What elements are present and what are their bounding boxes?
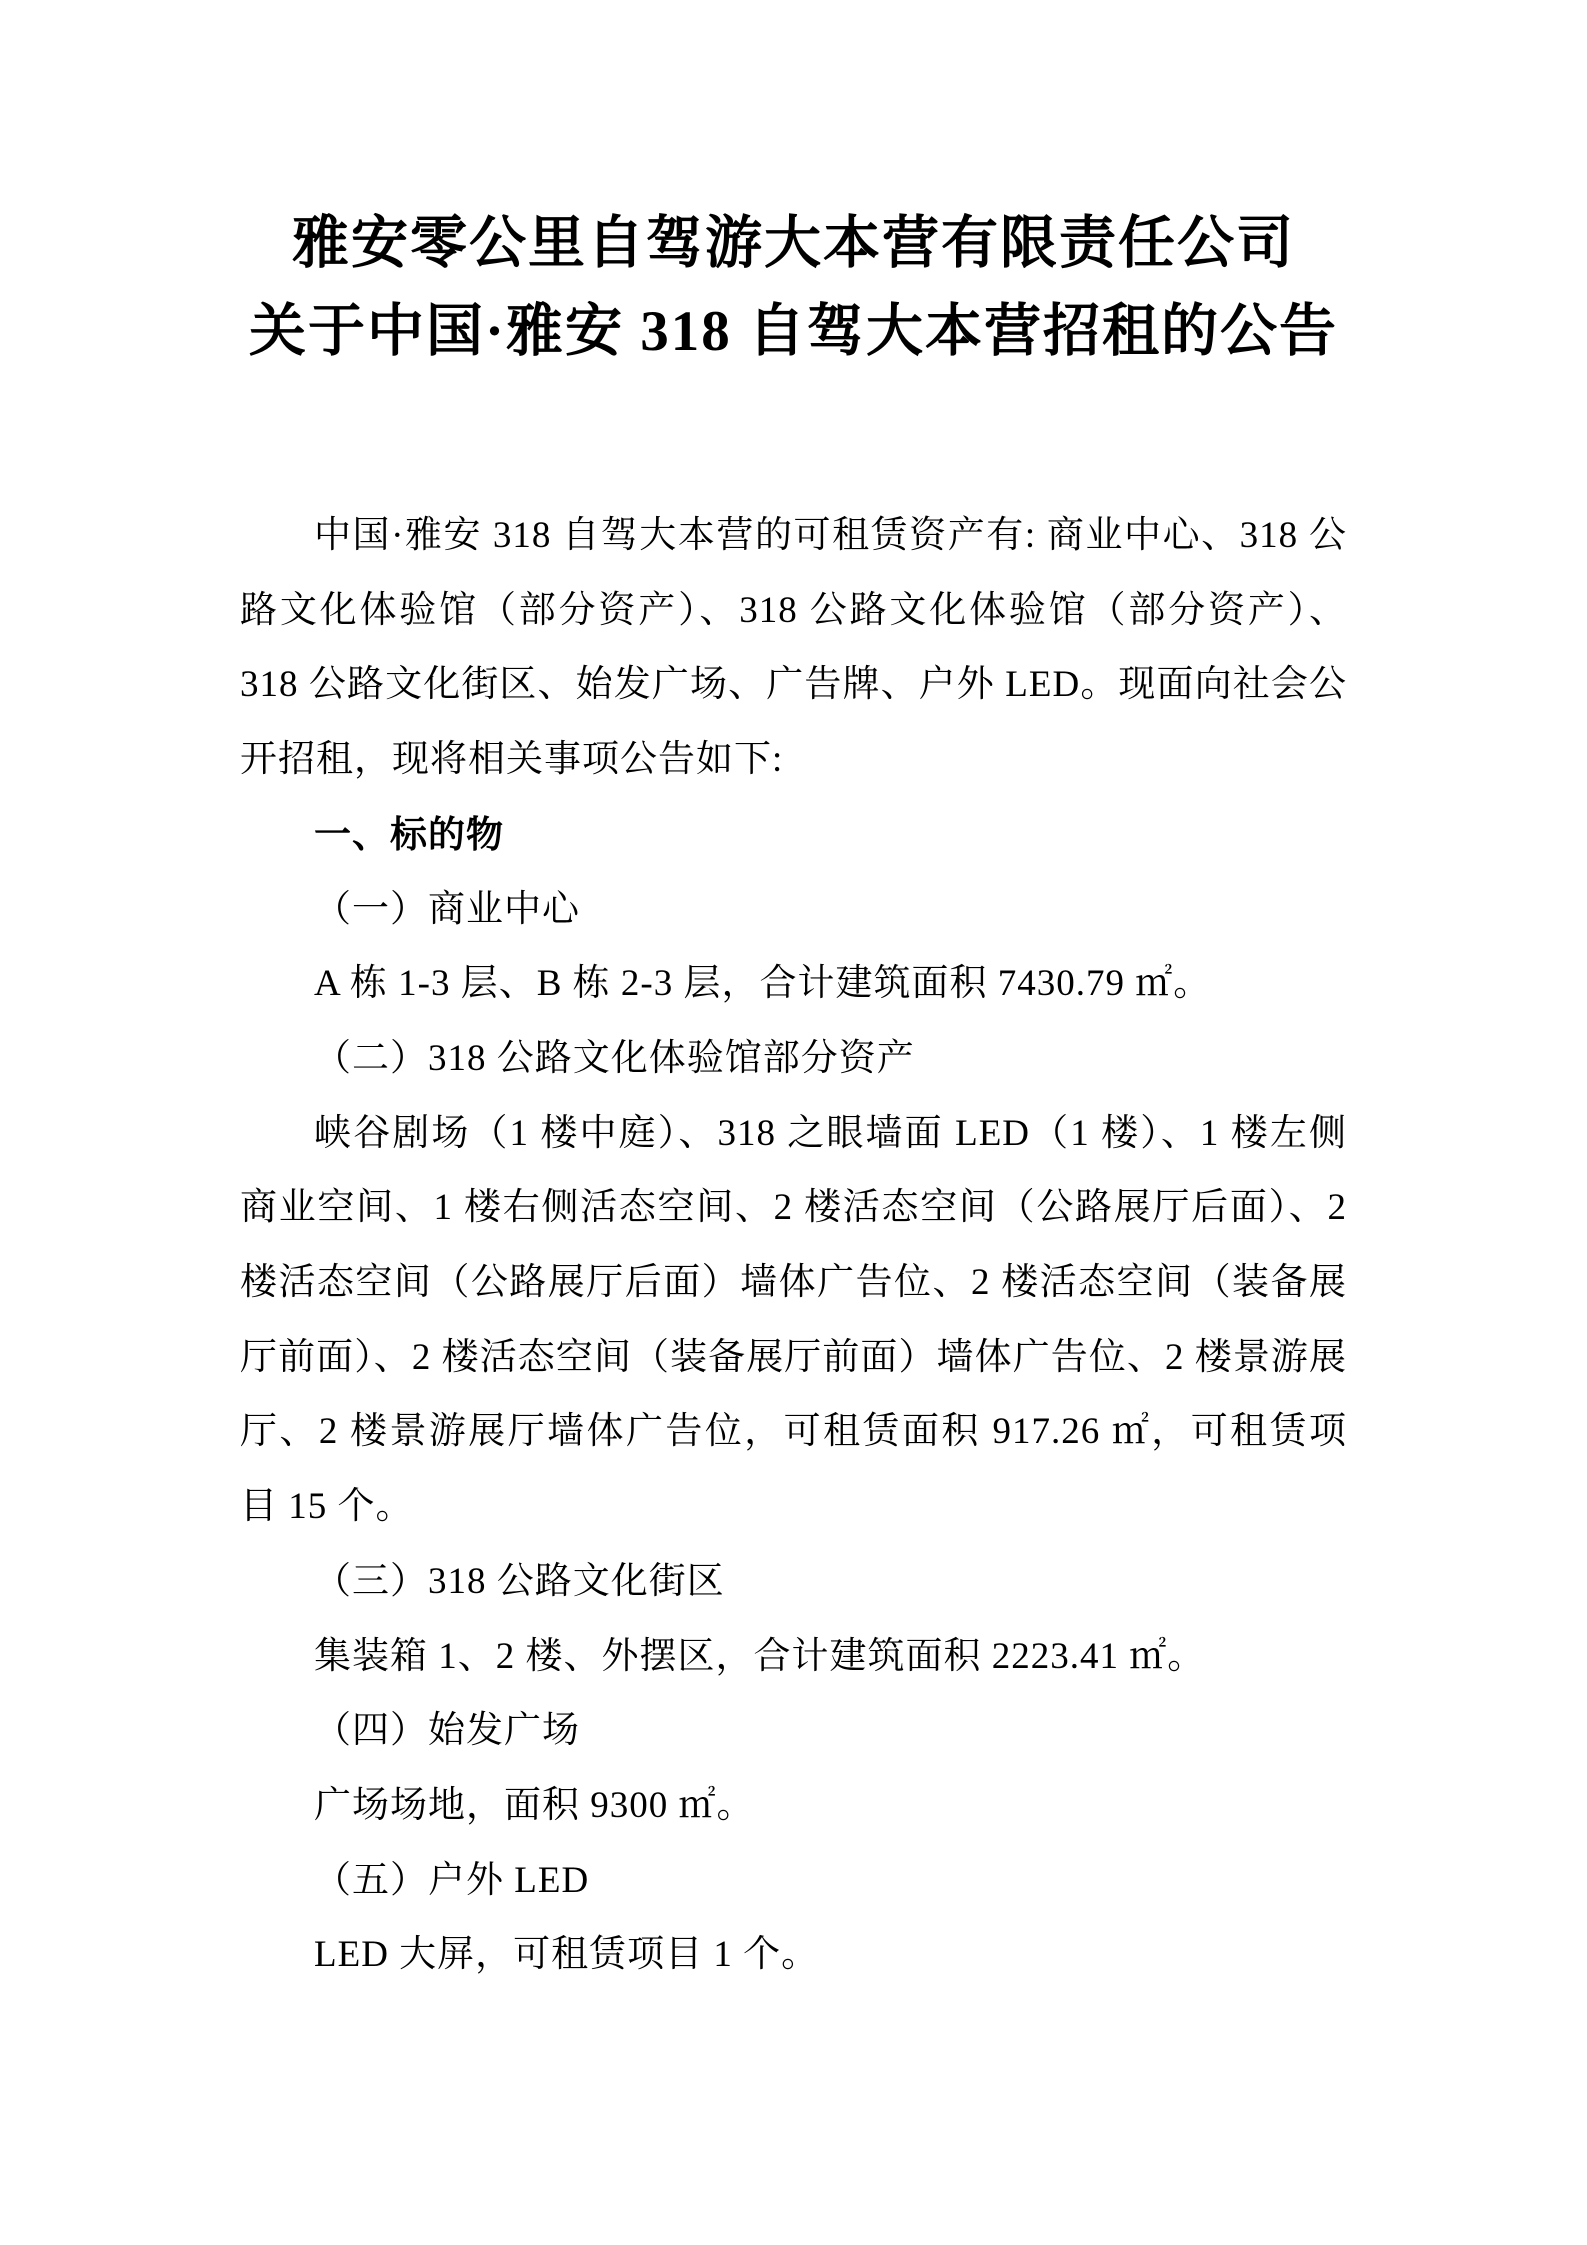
document-content xyxy=(240,0,1347,1993)
section-1-heading: 一、标的物 xyxy=(314,813,504,855)
document-title-line1: 雅安零公里自驾游大本营有限责任公司 xyxy=(292,212,1295,275)
subsection-3-heading: （三）318 公路文化街区 xyxy=(314,1560,725,1602)
subsection-2-heading: （二）318 公路文化体验馆部分资产 xyxy=(314,1037,915,1079)
subsection-5-text: LED 大屏，可租赁项目 1 个。 xyxy=(314,1934,820,1976)
document-title-line2: 关于中国·雅安 318 自驾大本营招租的公告 xyxy=(248,300,1338,363)
subsection-2-text: 峡谷剧场（1 楼中庭）、318 之眼墙面 LED（1 楼）、1 楼左侧商业空间、1 楼右侧活态空间、2 楼活态空间（公路展厅后面）、2 楼活态空间（公路展厅后面）墙体广告位、2 楼活态空间（装备展厅前面）、2 楼活态空间（装备展厅前面）墙体广告位、2 楼景游展厅、2 楼景游展厅墙体广告位，可租赁面积 917.26 ㎡，可租赁项目 15 个。 xyxy=(240,1112,1347,1528)
subsection-1-text: A 栋 1-3 层、B 栋 2-3 层，合计建筑面积 7430.79 ㎡。 xyxy=(314,963,1212,1005)
subsection-1-heading: （一）商业中心 xyxy=(314,888,580,930)
subsection-4-heading: （四）始发广场 xyxy=(314,1710,580,1752)
document-body xyxy=(240,499,1347,1993)
subsection-3-text: 集装箱 1、2 楼、外摆区，合计建筑面积 2223.41 ㎡。 xyxy=(314,1635,1206,1677)
intro-paragraph: 中国·雅安 318 自驾大本营的可租赁资产有: 商业中心、318 公路文化体验馆（部分资产）、318 公路文化体验馆（部分资产）、318 公路文化街区、始发广场、广告牌、户外 LED。现面向社会公开招租，现将相关事项公告如下: xyxy=(240,515,1347,781)
document-title xyxy=(240,200,1347,376)
subsection-5-heading: （五）户外 LED xyxy=(314,1859,590,1901)
subsection-4-text: 广场场地，面积 9300 ㎡。 xyxy=(314,1784,755,1826)
